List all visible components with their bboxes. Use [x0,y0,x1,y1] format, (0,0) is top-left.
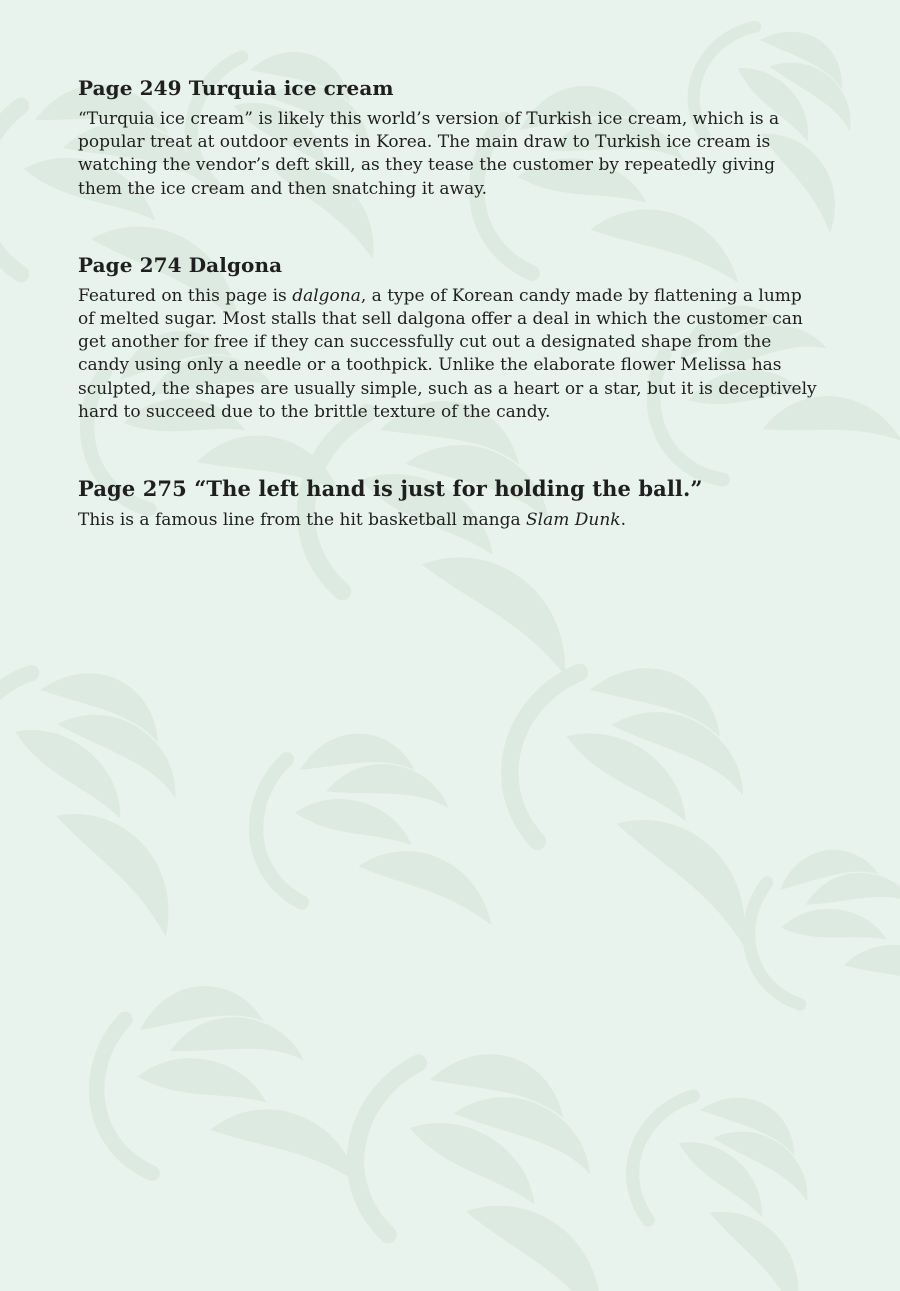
note-body-text: Featured on this page is [78,285,293,306]
note-dalgona [78,253,822,424]
note-turquia-ice-cream [78,76,822,201]
note-slam-dunk-line [78,476,822,532]
note-heading: Page 275 “The left hand is just for holding the ball.” [78,476,703,502]
italic-title: Slam Dunk [526,510,621,531]
note-body-text: . [620,510,626,531]
italic-term: dalgona [292,285,361,306]
note-heading: Page 249 Turquia ice cream [78,76,394,100]
note-body [78,509,818,532]
note-body-text: This is a famous line from the hit basketball manga [78,510,527,531]
note-body: “Turquia ice cream” is likely this world’s version of Turkish ice cream, which is a popular treat at outdoor events in Korea. The main draw to Turkish ice cream is watching the vendor’s deft skill, as they tease the customer by repeatedly giving them the ice cream and then snatching it away. [78,109,780,199]
note-body-text: , a type of Korean candy made by flattening a lump of melted sugar. Most stalls that sell dalgona offer a deal in which the customer can get another for free if they can successfully cut out a designated shape from the candy using only a needle or a toothpick. Unlike the elaborate flower Melissa has sculpted, the shapes are usually simple, such as a heart or a star, but it is deceptively hard to succeed due to the brittle texture of the candy. [78,285,817,422]
note-body [78,285,818,424]
note-heading: Page 274 Dalgona [78,252,283,277]
